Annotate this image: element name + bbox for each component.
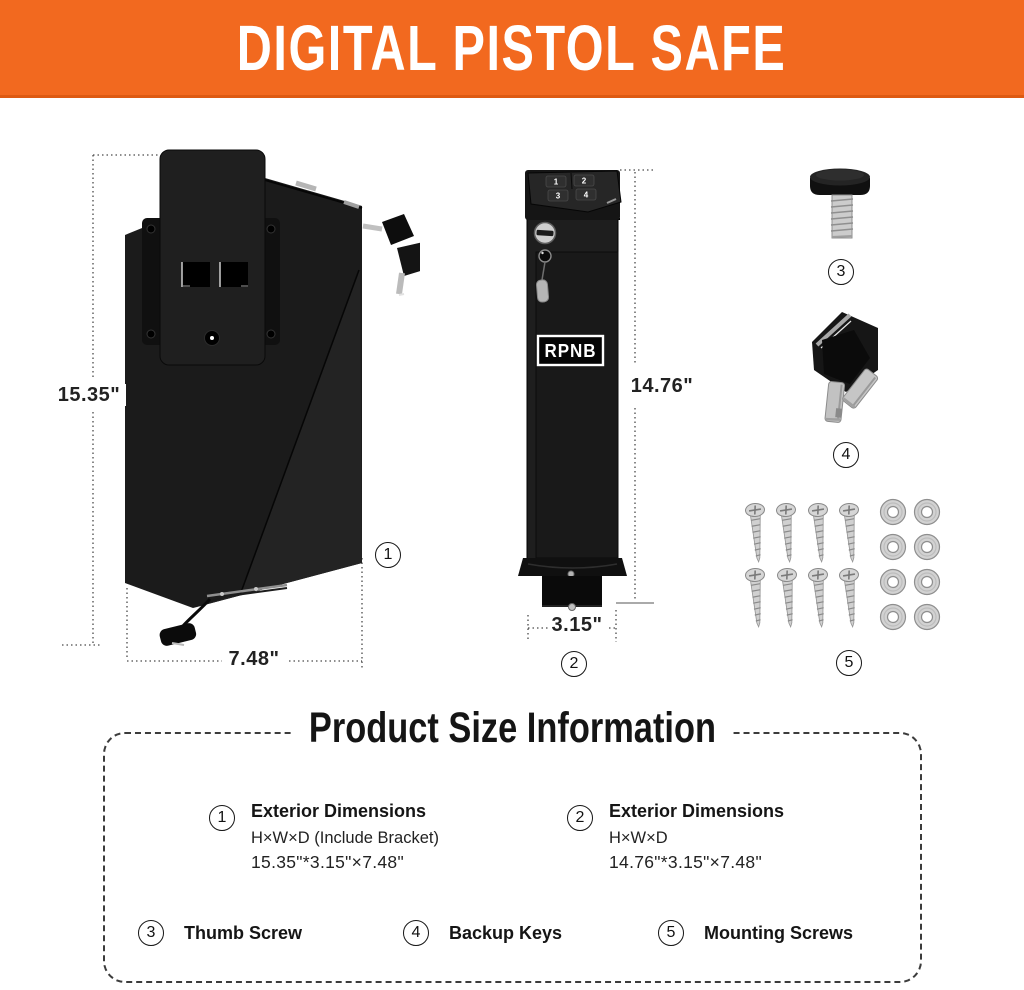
front-view-height-label: 14.76" xyxy=(624,375,700,397)
info-item-1-subtitle: H×W×D (Include Bracket) xyxy=(251,829,439,847)
info-part-label-mounting-screws: Mounting Screws xyxy=(704,923,854,943)
callout-3-thumb-screw: 3 xyxy=(828,259,854,285)
info-callout-5: 5 xyxy=(658,920,684,946)
keypad-button-1: 1 xyxy=(553,177,559,187)
callout-2-front-view: 2 xyxy=(561,651,587,677)
side-view-height-label: 15.35" xyxy=(52,384,126,406)
product-size-info-title-wrap xyxy=(0,702,1024,754)
keypad xyxy=(525,170,621,220)
callout-4-backup-keys: 4 xyxy=(833,442,859,468)
info-callout-1: 1 xyxy=(209,805,235,831)
pistol-safe-side-view-image xyxy=(60,140,420,685)
info-dimensions-item-1 xyxy=(251,800,501,872)
info-dimensions-item-2 xyxy=(609,800,859,872)
callout-5-mounting-screws: 5 xyxy=(836,650,862,676)
info-item-2-value: 14.76"*3.15"×7.48" xyxy=(609,852,762,872)
info-callout-4: 4 xyxy=(403,920,429,946)
front-view-width-label: 3.15" xyxy=(548,614,606,636)
keypad-button-4: 4 xyxy=(583,190,589,200)
pistol-safe-front-view-image xyxy=(470,140,700,685)
header-banner xyxy=(0,0,1024,98)
brand-logo-text: RPNB xyxy=(544,341,597,361)
pistol-safe-side-view-figure xyxy=(60,140,420,685)
mounting-bracket xyxy=(160,150,265,365)
info-item-1-value: 15.35"*3.15"×7.48" xyxy=(251,852,404,872)
pistol-safe-front-view-figure xyxy=(470,140,700,685)
info-part-label-backup-keys: Backup Keys xyxy=(449,923,563,943)
product-size-info-title: Product Size Information xyxy=(292,702,731,754)
keypad-button-3: 3 xyxy=(555,191,561,201)
info-part-label-thumb-screw: Thumb Screw xyxy=(184,923,303,943)
attached-keys-icon xyxy=(363,214,420,295)
info-callout-2: 2 xyxy=(567,805,593,831)
page-title: DIGITAL PISTOL SAFE xyxy=(237,11,787,84)
brand-logo xyxy=(538,336,603,365)
lock-dial-icon xyxy=(535,223,556,244)
info-item-1-title: Exterior Dimensions xyxy=(251,801,427,821)
info-callout-3: 3 xyxy=(138,920,164,946)
info-item-2-subtitle: H×W×D xyxy=(609,829,668,847)
info-item-2-title: Exterior Dimensions xyxy=(609,801,785,821)
keypad-button-2: 2 xyxy=(581,176,587,186)
side-view-width-label: 7.48" xyxy=(222,648,286,670)
callout-1-side-view: 1 xyxy=(375,542,401,568)
